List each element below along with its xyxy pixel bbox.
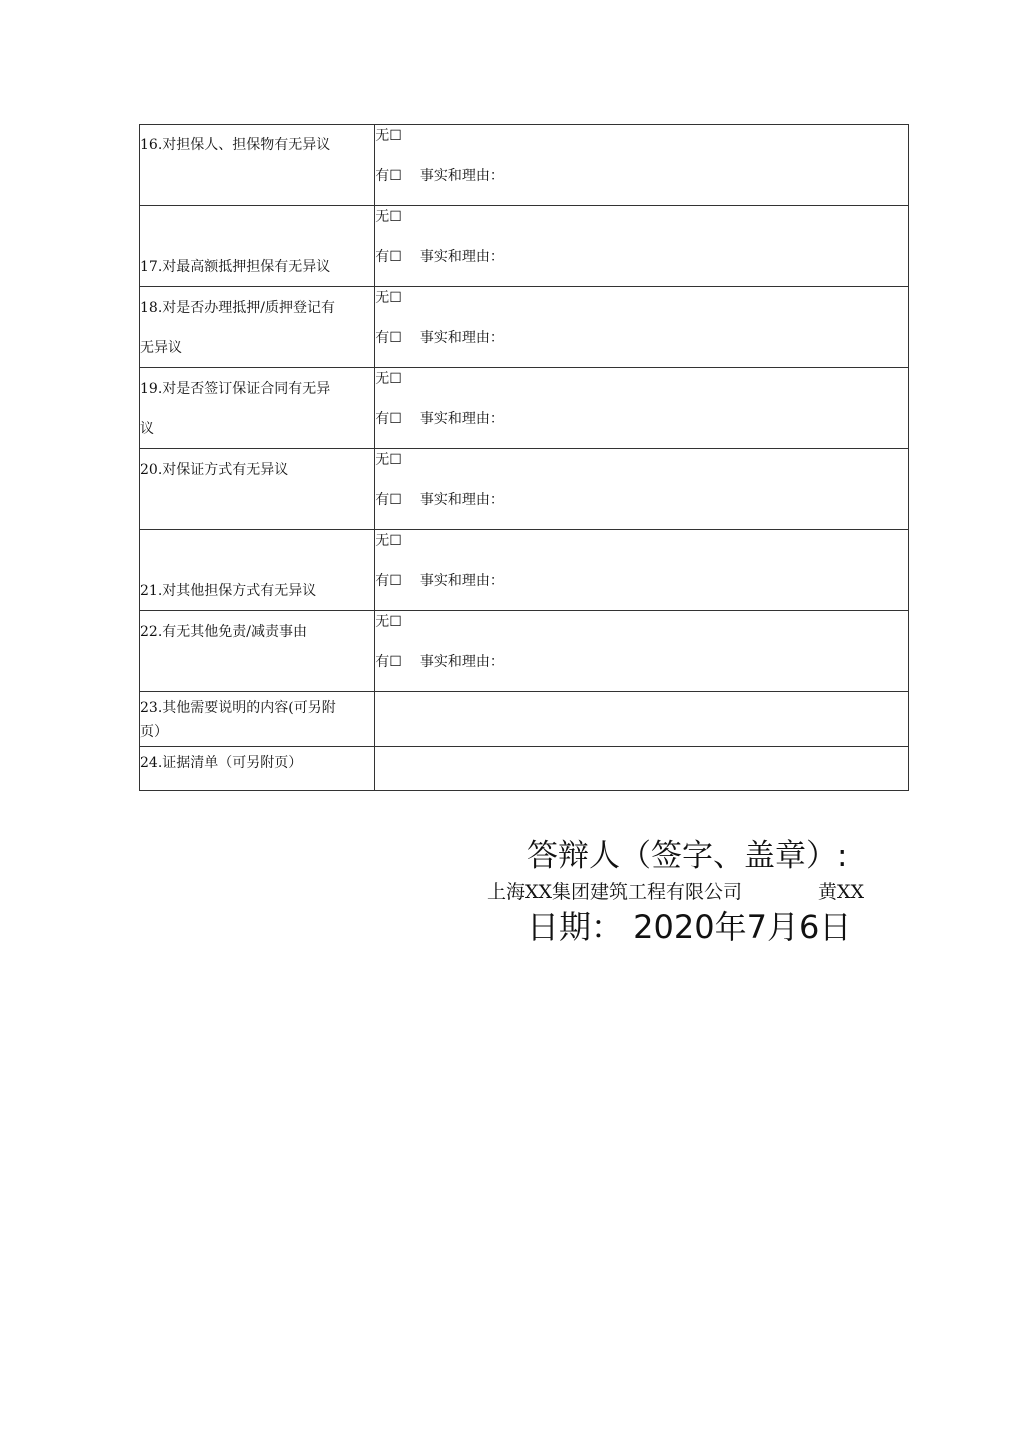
option-yes-checkbox[interactable]: 有☐ — [375, 249, 402, 265]
reason-label: 事实和理由： — [419, 411, 504, 427]
signature-title: 答辩人（签字、盖章）: — [527, 838, 848, 874]
reason-label: 事实和理由： — [419, 492, 504, 508]
answer-cell — [375, 287, 909, 368]
row-label — [140, 206, 375, 287]
option-no-checkbox[interactable]: 无☐ — [375, 371, 402, 387]
option-no-checkbox[interactable]: 无☐ — [375, 290, 402, 306]
row-label-text: 21.对其他担保方式有无异议 — [140, 583, 317, 599]
option-yes-checkbox[interactable]: 有☐ — [375, 330, 402, 346]
option-yes-checkbox[interactable]: 有☐ — [375, 654, 402, 670]
signature-company: 上海XX集团建筑工程有限公司 — [487, 881, 743, 903]
row-label — [140, 747, 375, 791]
row-label-line: 23.其他需要说明的内容(可另附 — [140, 700, 336, 716]
table-row — [140, 368, 909, 449]
option-no-checkbox[interactable]: 无☐ — [375, 533, 402, 549]
answer-field[interactable] — [375, 692, 909, 747]
answer-cell — [375, 368, 909, 449]
defense-form-table — [139, 124, 909, 791]
table-row — [140, 692, 909, 747]
table-row — [140, 206, 909, 287]
row-label-line: 19.对是否签订保证合同有无异 — [140, 381, 331, 397]
row-label-text: 24.证据清单（可另附页） — [140, 755, 303, 771]
row-label — [140, 125, 375, 206]
option-no-checkbox[interactable]: 无☐ — [375, 452, 402, 468]
answer-cell — [375, 125, 909, 206]
option-no-checkbox[interactable]: 无☐ — [375, 614, 402, 630]
reason-label: 事实和理由： — [419, 330, 504, 346]
answer-cell — [375, 611, 909, 692]
answer-cell — [375, 449, 909, 530]
row-label-text: 16.对担保人、担保物有无异议 — [140, 137, 331, 153]
answer-cell — [375, 206, 909, 287]
row-label-line: 页） — [140, 724, 168, 740]
option-no-checkbox[interactable]: 无☐ — [375, 209, 402, 225]
row-label — [140, 449, 375, 530]
option-no-checkbox[interactable]: 无☐ — [375, 128, 402, 144]
row-label-line: 无异议 — [140, 340, 182, 356]
table-row — [140, 125, 909, 206]
signature-date: 日期： 2020年7月6日 — [527, 908, 852, 946]
reason-label: 事实和理由： — [419, 573, 504, 589]
option-yes-checkbox[interactable]: 有☐ — [375, 168, 402, 184]
reason-label: 事实和理由： — [419, 249, 504, 265]
answer-field[interactable] — [375, 747, 909, 791]
row-label — [140, 287, 375, 368]
row-label-text: 17.对最高额抵押担保有无异议 — [140, 259, 331, 275]
table-row — [140, 530, 909, 611]
option-yes-checkbox[interactable]: 有☐ — [375, 411, 402, 427]
table-row — [140, 287, 909, 368]
table-row — [140, 611, 909, 692]
reason-label: 事实和理由： — [419, 654, 504, 670]
row-label — [140, 530, 375, 611]
option-yes-checkbox[interactable]: 有☐ — [375, 492, 402, 508]
row-label-text: 20.对保证方式有无异议 — [140, 462, 289, 478]
row-label — [140, 611, 375, 692]
row-label-text: 22.有无其他免责/减责事由 — [140, 624, 307, 640]
signature-person: 黄XX — [818, 881, 865, 903]
table-row — [140, 449, 909, 530]
option-yes-checkbox[interactable]: 有☐ — [375, 573, 402, 589]
row-label — [140, 368, 375, 449]
reason-label: 事实和理由： — [419, 168, 504, 184]
table-row — [140, 747, 909, 791]
answer-cell — [375, 530, 909, 611]
row-label — [140, 692, 375, 747]
row-label-line: 议 — [140, 421, 154, 437]
row-label-line: 18.对是否办理抵押/质押登记有 — [140, 300, 335, 316]
